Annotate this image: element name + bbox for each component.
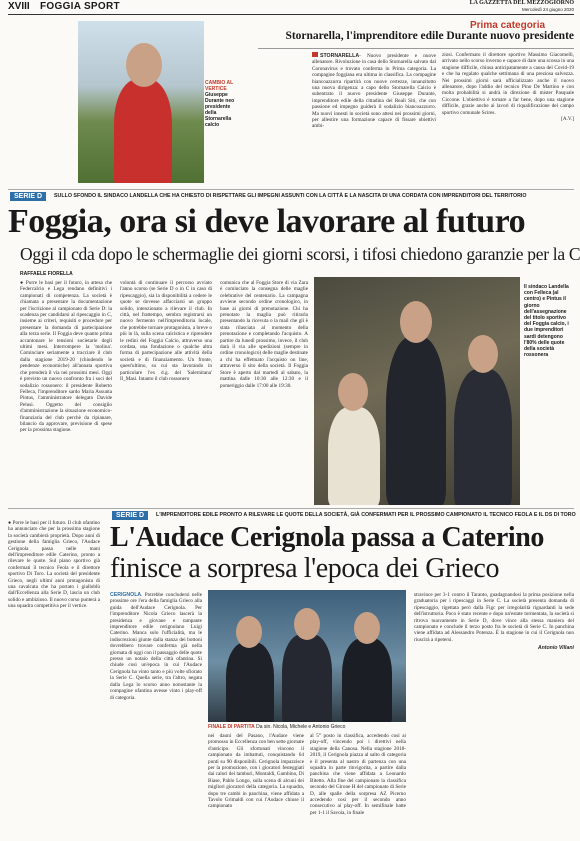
top-story-column-1 bbox=[312, 52, 436, 130]
story2-tag: SERIE D bbox=[112, 511, 148, 520]
story1-column-3: comunica che al Foggia Store di via Zara è cominciato la consegna delle maglie celebrative del centenario. La campagna avviene secondo ordine cronologico, in base ai giorni di prenotazione. Chi ha prenotato la maglia può ritirarla presentando la ricevuta o la mail che gli è stata rilasciata al momento della prenotazione e completando l'acquisto. A partire da lunedì prossimo, invece, il club darà il via alle spedizioni (sempre in ordine cronologico) delle maglie destinate a chi ha effettuato l'acquisto on line, attraverso il sito della società. Il Foggia Store è aperto dal martedì al sabato, la mattina dalle 10:30 alle 12:30 e il pomeriggio dalle 17:00 alle 19:30. bbox=[220, 280, 308, 389]
story2-column-2 bbox=[110, 592, 202, 838]
story2-column-3: nei dauni del Pasano, l'Audace viene promosso in Eccellenza con ben sette giornate d'anticipo. Gli sfortunati vincono il campionato da imbattuti, conquistando 64 punti su 90 disponibili. Cerignola impazzisce per la promozione, con i giocatori festeggiati dai calori dei tamburi, Montaldi, Gambino, Di Biase, Pablo Longo, sulla scena di alcuni dei migliori giocatori della categoria. La squadra, dopo tre cambi in panchina, viene affidata a Tavolo Grimaldi con cui l'Audace chiuse il campionato bbox=[208, 733, 304, 810]
story2-subhead: L'IMPRENDITORE EDILE PRONTO A RILEVARE LE QUOTE DELLA SOCIETÀ, GIÀ CONFERMATI PER IL PROSSIMO CAMPIONATO IL TECNICO FEOLA E IL DS DI TORO bbox=[156, 512, 576, 518]
caption-text: Giuseppe Durante neo presidente della Stornarella calcio bbox=[205, 92, 235, 128]
story1-headline: Foggia, ora si deve lavorare al futuro bbox=[8, 203, 526, 240]
issue-date: Mercoledì 24 giugno 2020 bbox=[521, 7, 574, 12]
story1-column-2: volontà di continuare il percorso avviato l'anno scorso (se Serie D o in C in caso di ripescaggio), sia la disponibilità a cedere le quote se dovesse affacciarsi un gruppo solido, intenzionato a rilevare il club. In città, nel frattempo, sembra registrarsi un nuovo fermento nell'imprenditoria locale, che potrebbe tornare protagonista, a breve o più in là, sulla scena calcistica e riprendere le redini del Foggia Calcio, attraverso una cordata, una fondazione o qualche altra forma di partecipazione alle attività della società e di finanziamento. Un fronte, quest'ultimo, su cui sta lavorando in particolare l'ex d.g. del 'Salernitana' Il_Masi. Intanto il club rossonero bbox=[120, 280, 212, 383]
top-story-kicker: Prima categoria bbox=[470, 20, 546, 31]
story1-photo-caption: Il sindaco Landella con Felleca (al centro) e Pintus il giorno dell'assegnazione del titolo sportivo del Foggia calcio, i due imprenditori sardi detengono l'80% delle quote della società rossonera bbox=[524, 284, 569, 359]
story1-column-1: ● Porre le basi per il futuro, in attesa che Federcalcio e Lega rendano definitivi i campionati di competenza. La società è chiamata a presentare la documentazione per l'iscrizione al campionato di Serie D: la scadenza per candidarsi al ripescaggio in C, insieme ai criteri, requisiti e procedure per presentare la domanda di partecipazione alla terza serie. Il Foggia deve quanto prima accantonare le tensioni societarie degli ultimi mesi. Interrompere la 'molina'. Cominciare seriamente a tracciare il club dalla stagione 2019-20 (chiudendo le pendenze economiche) all'annata sportiva che prenderà il via nei prossimi mesi. Oggi è previsto un nuovo confronto fra i soci del sodalizio rossonero: il presidente Roberto Felleca, l'imprenditore sardo Maria Assunta Pintus, l'amministratore delegato Davide Pelusi. Oggetto del consiglio d'amministrazione la situazione economico-finanziaria del club perchè da ripianare, bilancio da approvare, previsione di spese per la prossima stagione. bbox=[20, 280, 112, 434]
story2-photo-caption-title: FINALE DI PARTITA bbox=[208, 724, 255, 730]
page-number: XVIII bbox=[8, 1, 30, 12]
top-story-rule bbox=[258, 48, 574, 49]
section-title: FOGGIA SPORT bbox=[40, 1, 120, 12]
top-story-column-2 bbox=[442, 52, 574, 122]
story2-column-5 bbox=[414, 592, 574, 838]
story2-photo-caption-text: Da sin. Nicola, Michele e Antonio Grieco bbox=[256, 724, 346, 730]
story1-tag: SERIE D bbox=[10, 192, 46, 201]
top-story-photo bbox=[78, 21, 204, 183]
story2-column-4: al 5° posto in classifica, accedendo così ai play-off, vincendo poi i direttivi nella stagione della Canosa. Nella stagione 2018-2019, il Cerignola piazza al salto di categoria e il presenta al nastro di partenza con una squadra in parte rinvigorita, a partire dalla panchina che viene affidata a Leonardo Bitetto. Alla fine del campionato la classifica secondo del Girone H del campionato di Serie D, alle spalle della sorpresa AZ Picerno accedendo così per il secondo anno consecutivo ai play-off. In semifinale batte per 1-1 il Savoia, in finale bbox=[310, 733, 406, 816]
story1-photo bbox=[314, 277, 520, 505]
story2-headline-2: finisce a sorpresa l'epoca dei Grieco bbox=[110, 553, 500, 584]
top-story-text-2: ziosi. Confermato il direttore sportivo Massimo Giacomelli, arrivato nello scorso inverno e capace di dare una scossa in una stagione difficile, chiusa anticipatamente a causa del Covid-19 e che ha regalato qualche settimana di una preziosa salvezza. Nei prossimi giorni sarà ufficializzato anche il nuovo allenatore, dopo l'addio del tecnico Pino De Martino e con molta probabilità si andrà in direzione di mister Pasquale Ciccone. L'obiettivo è tornare a far bene, dopo una stagione difficile, grazie anche ai lavori di riqualificazione del campo sportivo comunale Scires. bbox=[442, 52, 574, 116]
story2-column-1: ● Porre le basi per il futuro. Il club ofantino ha annunciato che per la prossima stagione la società cambierà proprietà. Dopo anni di gestione della famiglia Grieco, l'Audace Cerignola passa nelle mani dell'imprenditore edile Caterino, pronto a rilevare le quote. Sul piano sportivo già confermati il tecnico Feola e il direttore sportivo Di Toro. La società del presidente Grieco, negli ultimi anni protagonista di una cavalcata che ha portato i gialloblù dall'Eccellenza alla Serie D, lascia un club solido e ambizioso. Il nuovo corso punterà a una squadra competitiva per il vertice. bbox=[8, 520, 100, 610]
top-story-signature: [A.V.] bbox=[561, 116, 574, 123]
top-story-caption bbox=[205, 80, 243, 128]
story2-text-2: . Potrebbe concludersi nelle prossime ore l'era della famiglia Grieco alla guida dell'Audace Cerignola. Per l'imprenditore Nicola Grieco lascerà la presidenza e giovane e rampante imprenditore edile cerignolano Luigi Caterino. Manca solo l'ufficialità, ma le indiscrezioni giunte dalla stanza dei bottoni dovrebbero trovare conferma già nella giornata di oggi con il passaggio delle quote presso un notaio della città ofantina. Si chiude così un'epoca in cui l'Audace Cerignola ha vinto tanto e più volte sfiorato la Serie C. Quella serie, tra l'altro, negata dalla Lega lo scorso anno nonostante la compagine ofantina avesse vinto i play-off di categoria. bbox=[110, 592, 202, 701]
story2-dateline: CERIGNOLA bbox=[110, 592, 142, 598]
story2-photo bbox=[208, 590, 406, 722]
story2-photo-caption bbox=[208, 724, 408, 730]
story1-tag-bar bbox=[8, 189, 574, 202]
masthead bbox=[8, 0, 574, 15]
story2-headline-1: L'Audace Cerignola passa a Caterino bbox=[110, 522, 545, 553]
paper-name: LA GAZZETTA DEL MEZZOGIORNO bbox=[469, 0, 574, 6]
story1-subhead: SULLO SFONDO IL SINDACO LANDELLA CHE HA CHIESTO DI RISPETTARE GLI IMPEGNI ASSUNTI CON LA CITTÀ E LA NASCITA DI UNA CORDATA CON IMPRENDITORI DEL TERRITORIO bbox=[54, 193, 527, 199]
top-story-text-1: - Nuovo presidente e nuove allenatore. Rivoluzione in casa dello Stornarella salvato dal Coronavirus e trovato conferma in Prima categoria. La compagine foggiana era ultima in classifica. La compagine biancoazzurra ripartirà con nuove certezze, innanzitutto una nuova dirigenza: a capo dello Stornarella Calcio è subentrato il nuovo presidente Giuseppe Durante, imprenditore edile della cittadina dei Reali Siti, che con passione ed impegno guiderà il sodalizio biancoazzurro. Ma nuovi innesti in società sono attesi nei prossimi giorni, per allestire una formazione capace di fissare obiettivi ambi- bbox=[312, 53, 436, 130]
top-story-dateline: STORNARELLA bbox=[320, 53, 360, 59]
story1-deck: Oggi il cda dopo le schermaglie dei giorni scorsi, i tifosi chiedono garanzie per la C bbox=[20, 244, 580, 264]
story1-author: RAFFAELE FIORELLA bbox=[20, 271, 73, 277]
top-story-headline: Stornarella, l'imprenditore edile Durante nuovo presidente bbox=[285, 30, 574, 42]
story2-text-5: stravince per 3-1 contro il Taranto, guadagnandosi la prima posizione nella graduatoria per i ripescaggi in Serie C. La società presenta domanda di ripescaggio, rigettata però dalla Figc per irregolarità riguardanti la sede dell'istruttoria. Poco è stato recente e dopo un'estate tormentata, la società si ritrova nuovamente in Serie D, dove vince alla stessa maniera del campionato e conclude il terzo posto fra le società di Serie C. In panchina viene affidata ad Alessandro Potenza. È la stagione in cui il Cerignola non riuscirà a ripetersi. bbox=[414, 592, 574, 643]
caption-title: CAMBIO AL VERTICE bbox=[205, 80, 234, 92]
story2-signature: Antonio Villani bbox=[537, 645, 574, 652]
